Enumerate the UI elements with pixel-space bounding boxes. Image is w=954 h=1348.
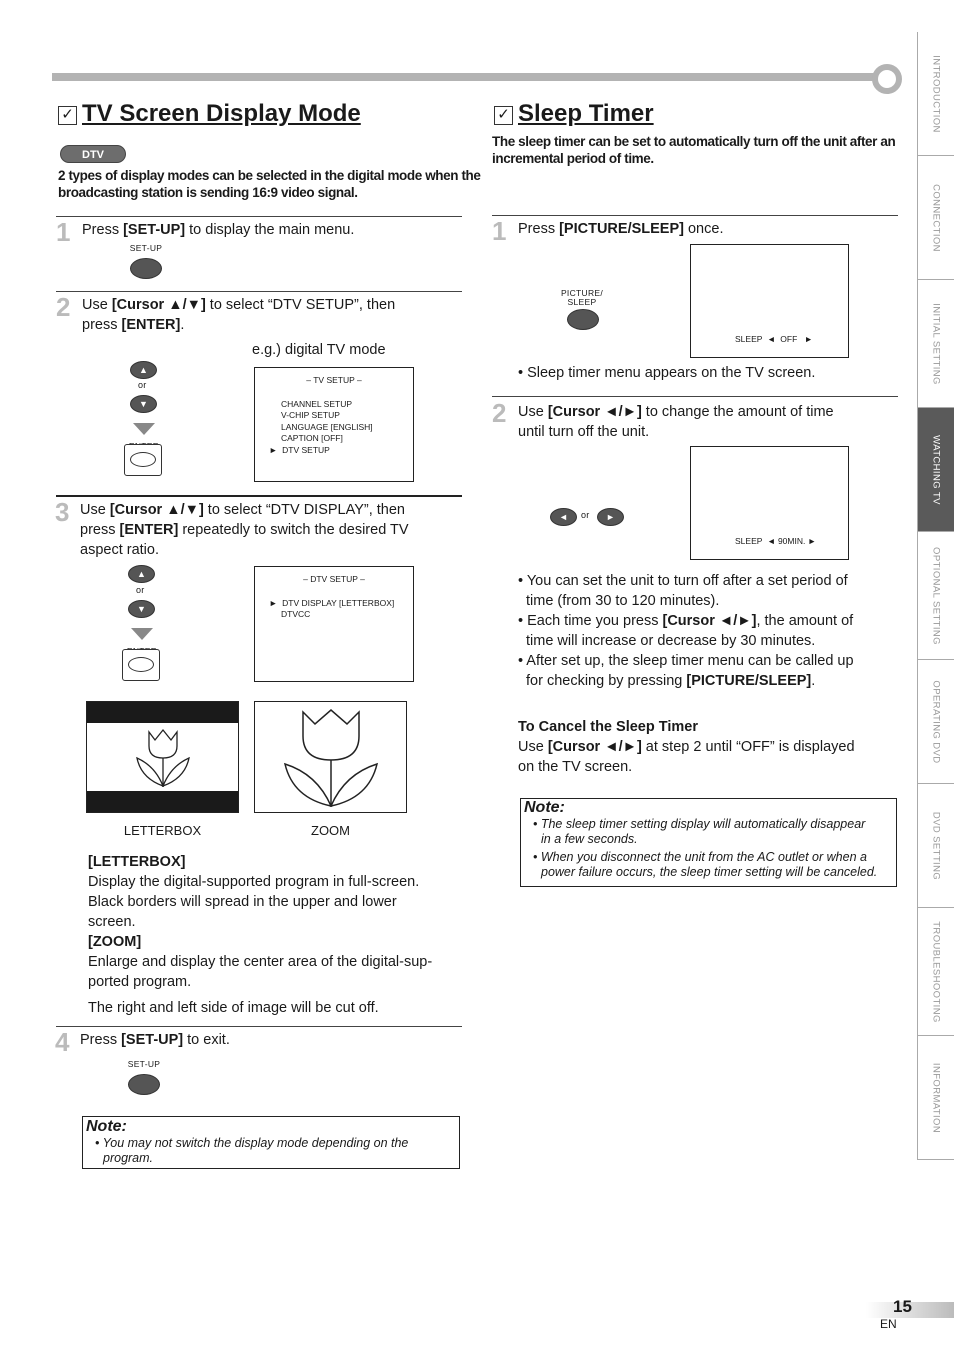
checkbox-icon: ✓ — [494, 106, 513, 125]
picture-sleep-button-label: PICTURE/ SLEEP — [560, 288, 604, 307]
note-box: Note: • The sleep timer setting display will automatically disappear in a few seconds. • When you disconnect the unit from the AC outlet or when a power failure occurs, the sleep timer setting will be canceled. — [520, 798, 897, 887]
enter-button — [122, 649, 160, 681]
top-rule-circle — [872, 64, 902, 94]
step-number: 2 — [56, 292, 71, 322]
letterbox-caption: LETTERBOX — [123, 823, 202, 838]
tab-operating-dvd[interactable]: OPERATING DVD — [917, 660, 954, 784]
letterbox-illustration — [86, 701, 239, 813]
intro-text: 2 types of display modes can be selected in the digital mode when the broadcasting station is sending 16:9 video signal. — [58, 168, 481, 200]
cursor-down-button: ▼ — [130, 395, 157, 413]
step-number: 1 — [56, 217, 71, 247]
or-label: or — [138, 380, 147, 390]
example-caption: e.g.) digital TV mode — [252, 342, 386, 358]
step-number: 4 — [55, 1027, 70, 1057]
step-number: 2 — [492, 398, 507, 428]
or-label: or — [581, 510, 590, 520]
divider — [492, 215, 898, 216]
tab-connection[interactable]: CONNECTION — [917, 156, 954, 280]
step1-text: Press [PICTURE/SLEEP] once. — [518, 221, 724, 237]
page-number: 15 — [893, 1297, 912, 1316]
tab-introduction[interactable]: INTRODUCTION — [917, 32, 954, 156]
step4-text: Press [SET-UP] to exit. — [80, 1032, 230, 1048]
tv-setup-menu-screen: – TV SETUP – CHANNEL SETUP V-CHIP SETUP LANGUAGE [ENGLISH] CAPTION [OFF] ► DTV SETUP — [254, 367, 414, 482]
setup-button — [130, 258, 162, 279]
step1-text: Press [SET-UP] to display the main menu. — [82, 222, 355, 238]
down-arrow-icon — [131, 628, 153, 640]
dtv-badge: DTV — [60, 145, 126, 163]
or-label: or — [136, 585, 145, 595]
intro-text: The sleep timer can be set to automatically turn off the unit after an incremental period of time. — [492, 134, 896, 166]
section-title-sleep-timer: ✓ Sleep Timer — [494, 100, 654, 128]
setup-button — [128, 1074, 160, 1095]
tab-troubleshooting[interactable]: TROUBLESHOOTING — [917, 908, 954, 1036]
divider — [492, 396, 898, 397]
checkbox-icon: ✓ — [58, 106, 77, 125]
divider — [56, 291, 462, 292]
cursor-right-button: ► — [597, 508, 624, 526]
note-box: Note: • You may not switch the display mode depending on the program. — [82, 1116, 460, 1169]
cursor-down-button: ▼ — [128, 600, 155, 618]
step3-text: Use [Cursor ▲/▼] to select “DTV DISPLAY”, then press [ENTER] repeatedly to switch the desired TV aspect ratio. — [80, 502, 409, 558]
zoom-illustration — [254, 701, 407, 813]
divider — [56, 1026, 462, 1027]
tulip-icon — [131, 728, 195, 788]
step2-text: Use [Cursor ▲/▼] to select “DTV SETUP”, then press [ENTER]. — [82, 297, 396, 333]
cursor-left-button: ◄ — [550, 508, 577, 526]
top-rule — [52, 73, 878, 81]
setup-button-label: SET-UP — [127, 1059, 161, 1069]
step1-bullet: • Sleep timer menu appears on the TV screen. — [518, 365, 816, 381]
zoom-caption: ZOOM — [311, 823, 350, 838]
dtv-setup-menu-screen: – DTV SETUP – ► DTV DISPLAY [LETTERBOX] DTVCC — [254, 566, 414, 682]
step2-text: Use [Cursor ◄/►] to change the amount of time until turn off the unit. — [518, 404, 834, 440]
sleep-bullets: • You can set the unit to turn off after a set period of time (from 30 to 120 minutes). • Each time you press [Cursor ◄/►], the amount of time will increase or decrease by 30 minutes. • After set up, the sleep timer menu can be called up for checking by pressing [PICTURE/SLEEP]. — [518, 573, 854, 689]
tab-optional-setting[interactable]: OPTIONAL SETTING — [917, 532, 954, 660]
enter-button — [124, 444, 162, 476]
tab-information[interactable]: INFORMATION — [917, 1036, 954, 1160]
step-number: 3 — [55, 497, 70, 527]
mode-descriptions: [LETTERBOX] Display the digital-supported program in full-screen. Black borders will spread in the upper and lower screen. [ZOOM] Enlarge and display the center area of the digital-sup- ported program. The right and left side of image will be cut off. — [88, 854, 433, 1016]
picture-sleep-button — [567, 309, 599, 330]
sleep-90min-screen: SLEEP ◄ 90MIN. ► — [690, 446, 849, 560]
language-code: EN — [880, 1317, 897, 1331]
setup-button-label: SET-UP — [129, 243, 163, 253]
divider — [56, 216, 462, 217]
down-arrow-icon — [133, 423, 155, 435]
cancel-section: To Cancel the Sleep Timer Use [Cursor ◄/►] at step 2 until “OFF” is displayed on the TV screen. — [518, 719, 855, 775]
cursor-up-button: ▲ — [130, 361, 157, 379]
tab-dvd-setting[interactable]: DVD SETTING — [917, 784, 954, 908]
cursor-up-button: ▲ — [128, 565, 155, 583]
tab-initial-setting[interactable]: INITIAL SETTING — [917, 280, 954, 408]
tab-watching-tv[interactable]: WATCHING TV — [917, 408, 954, 532]
divider — [56, 495, 462, 497]
sleep-off-screen: SLEEP ◄ OFF ► — [690, 244, 849, 358]
tulip-icon — [281, 708, 381, 808]
step-number: 1 — [492, 216, 507, 246]
section-title-display-mode: ✓ TV Screen Display Mode — [58, 100, 361, 128]
